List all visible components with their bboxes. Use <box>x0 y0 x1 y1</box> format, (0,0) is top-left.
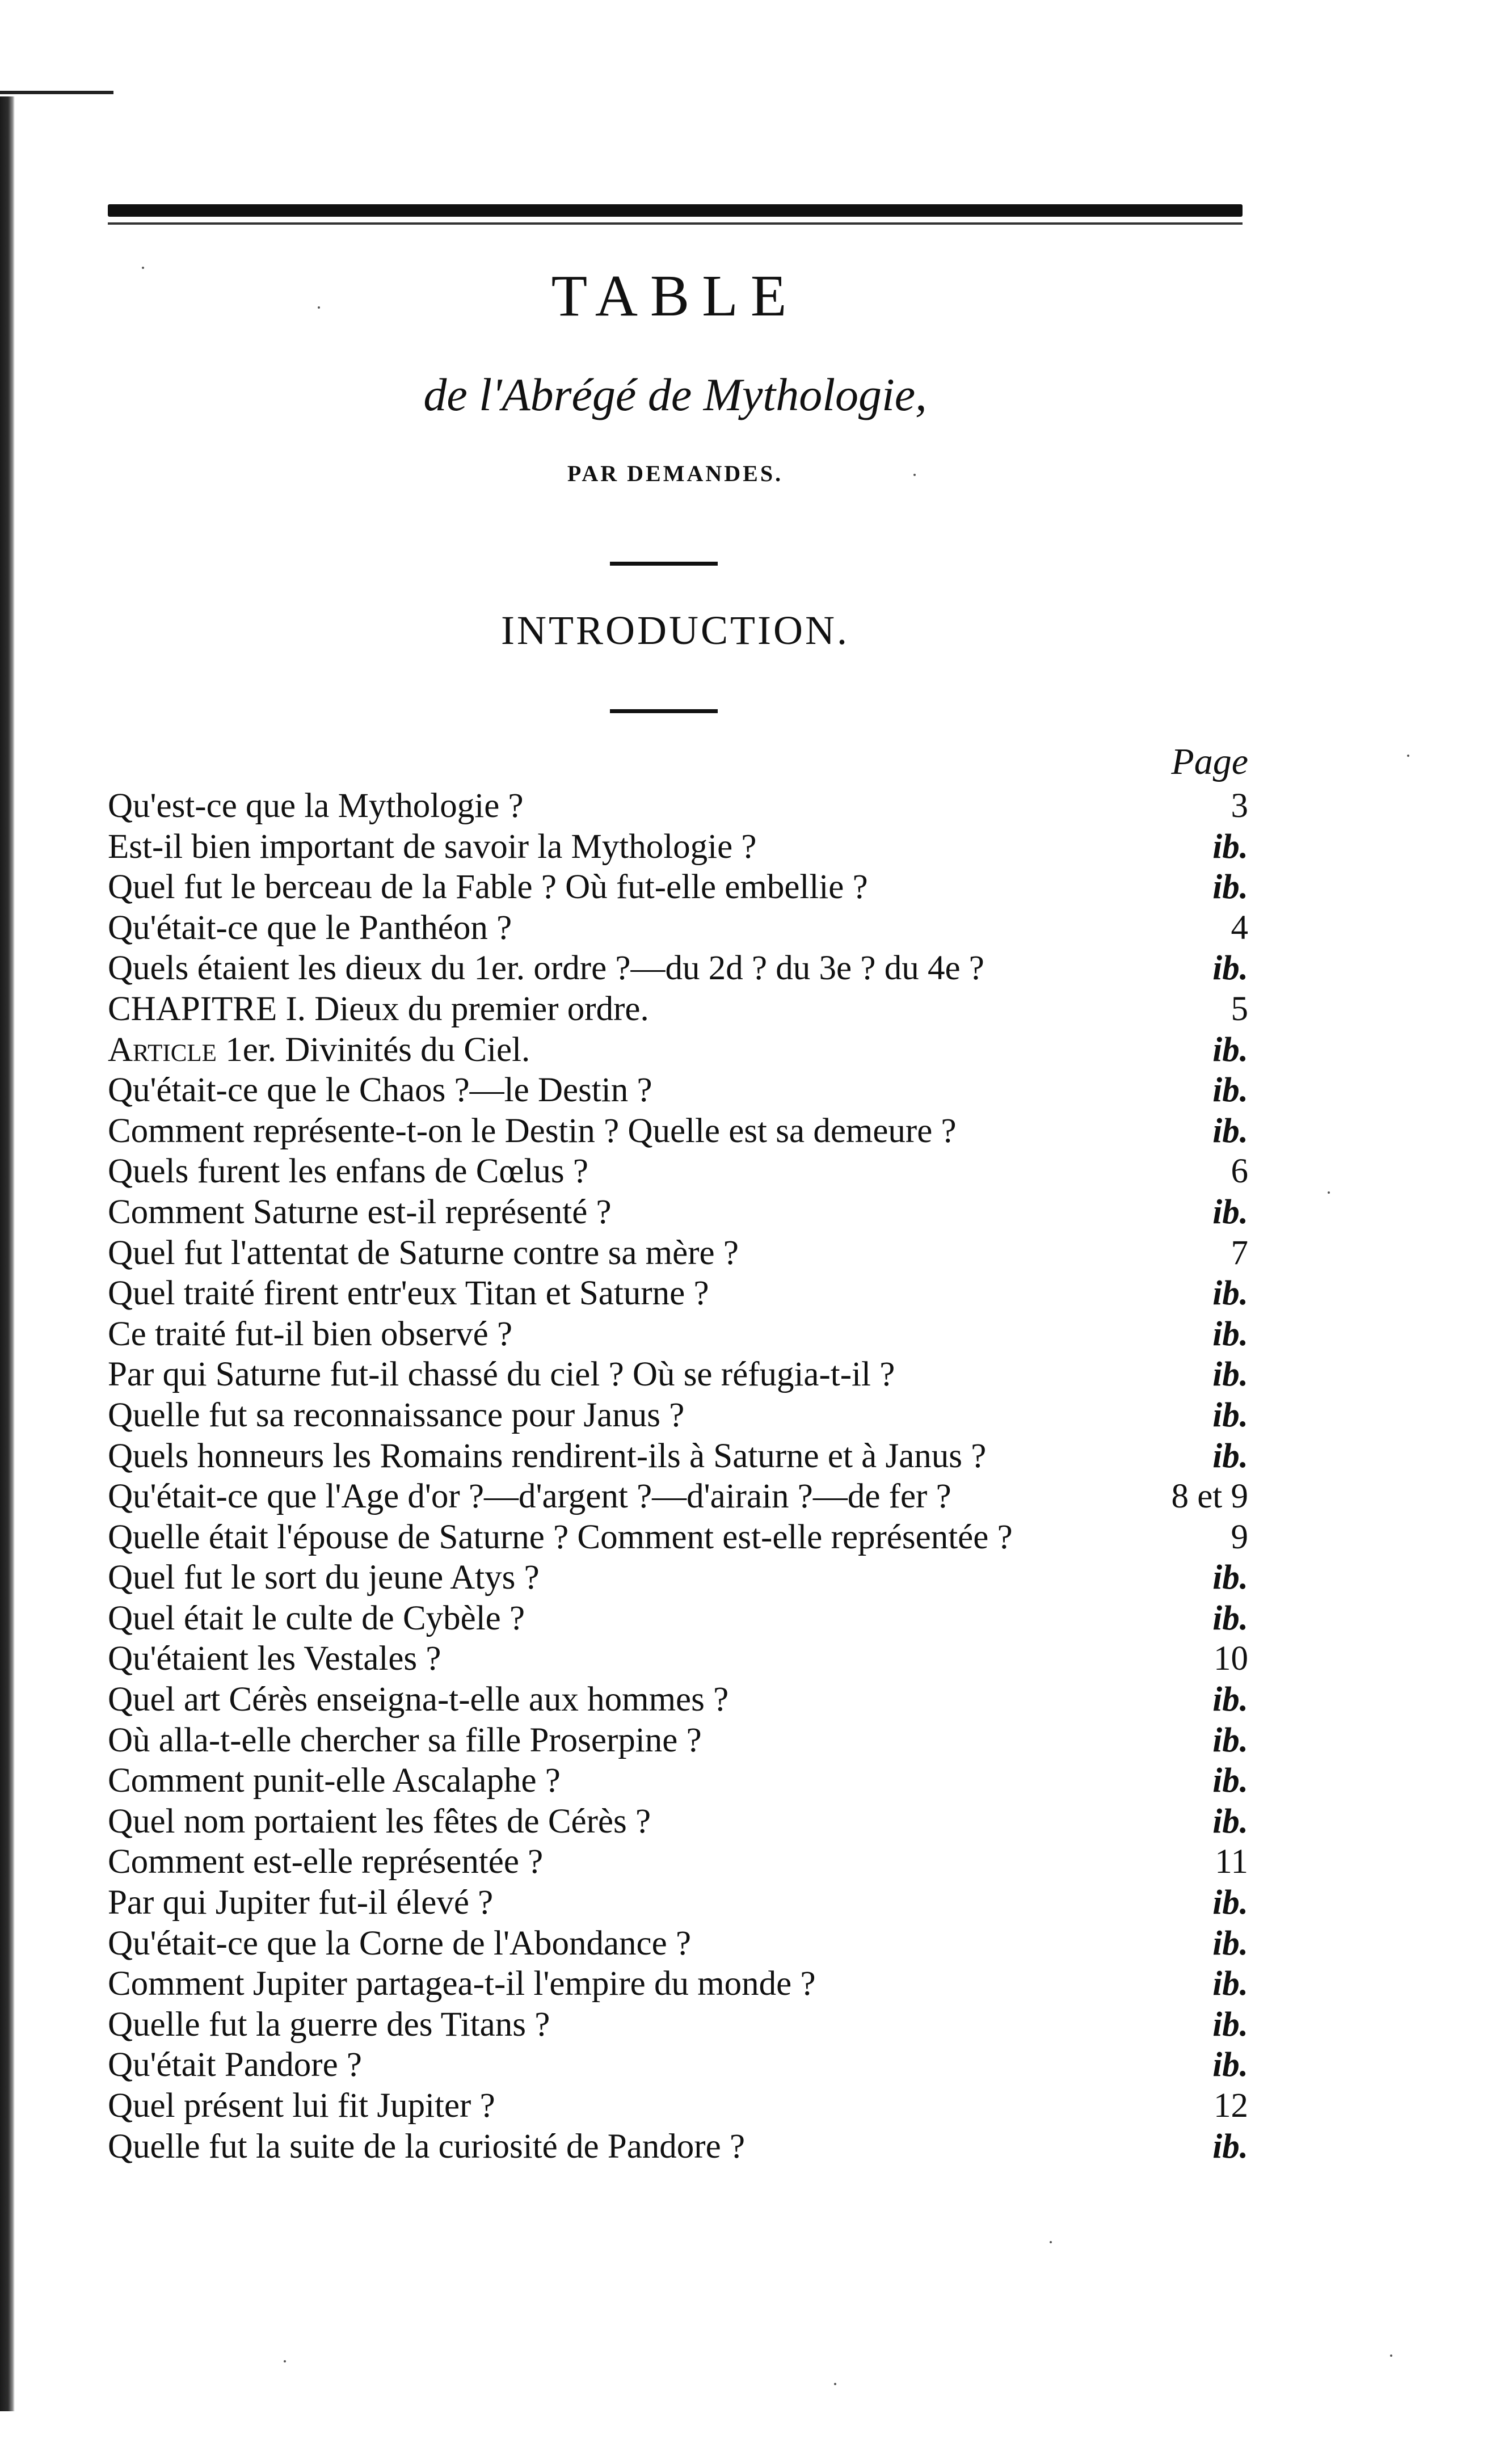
toc-entry-text: Quel fut l'attentat de Saturne contre sa mère ? <box>108 1233 739 1272</box>
print-speck <box>834 2383 836 2385</box>
toc-entry-text: Qu'était Pandore ? <box>108 2046 362 2084</box>
table-of-contents <box>108 786 1248 2167</box>
toc-entry-text: Comment Jupiter partagea-t-il l'empire du monde ? <box>108 1965 816 2003</box>
toc-entry-page: 8 et 9 <box>1171 1477 1248 1516</box>
toc-entry-text: Quelle fut sa reconnaissance pour Janus ? <box>108 1396 685 1434</box>
toc-entry-page: ib. <box>1212 1437 1248 1475</box>
toc-entry-text: Est-il bien important de savoir la Mythologie ? <box>108 827 757 866</box>
toc-entry-text: Qu'était-ce que le Chaos ?—le Destin ? <box>108 1071 652 1110</box>
toc-entry <box>108 948 1248 989</box>
toc-entry <box>108 1842 1248 1882</box>
toc-entry-text: Quel fut le berceau de la Fable ? Où fut-elle embellie ? <box>108 868 868 907</box>
toc-entry-text: Comment représente-t-on le Destin ? Quelle est sa demeure ? <box>108 1111 957 1150</box>
toc-entry <box>108 1598 1248 1639</box>
toc-entry <box>108 1720 1248 1761</box>
toc-entry-page: ib. <box>1212 1680 1248 1719</box>
toc-entry <box>108 2126 1248 2167</box>
toc-entry <box>108 1192 1248 1233</box>
toc-entry-page: ib. <box>1212 1355 1248 1394</box>
toc-entry <box>108 1436 1248 1477</box>
header-rule-thin <box>108 222 1243 225</box>
toc-entry <box>108 1760 1248 1801</box>
toc-entry-page: 10 <box>1214 1640 1248 1678</box>
toc-entry-text: Comment punit-elle Ascalaphe ? <box>108 1762 561 1800</box>
section-rule-top <box>610 562 718 566</box>
toc-entry-page: 6 <box>1231 1152 1248 1191</box>
toc-entry-page: ib. <box>1212 1071 1248 1110</box>
toc-entry <box>108 1354 1248 1395</box>
toc-entry-page: ib. <box>1212 1559 1248 1597</box>
toc-entry-page: ib. <box>1212 1030 1248 1069</box>
toc-entry-page: ib. <box>1212 2005 1248 2044</box>
toc-entry <box>108 1314 1248 1355</box>
toc-entry-text: Quelle fut la guerre des Titans ? <box>108 2005 550 2044</box>
print-speck <box>1390 2355 1392 2357</box>
toc-entry <box>108 1639 1248 1679</box>
toc-entry-page: ib. <box>1212 1315 1248 1353</box>
toc-entry-page: ib. <box>1212 827 1248 866</box>
toc-entry-text: Où alla-t-elle chercher sa fille Proserpine ? <box>108 1721 702 1759</box>
toc-entry-text: Quels honneurs les Romains rendirent-ils à Saturne et à Janus ? <box>108 1437 987 1475</box>
toc-entry-text: Qu'est-ce que la Mythologie ? <box>108 787 524 825</box>
toc-entry <box>108 1964 1248 2004</box>
toc-entry <box>108 1557 1248 1598</box>
toc-entry-text: Quel était le culte de Cybèle ? <box>108 1599 525 1637</box>
page-subtitle: de l'Abrégé de Mythologie, <box>423 369 927 420</box>
print-speck <box>318 306 320 309</box>
toc-entry-page: 11 <box>1215 1843 1248 1881</box>
toc-entry <box>108 2045 1248 2086</box>
toc-entry <box>108 1679 1248 1720</box>
toc-entry <box>108 1151 1248 1192</box>
toc-entry-text: Ce traité fut-il bien observé ? <box>108 1315 513 1353</box>
toc-entry-text: Article 1er. Divinités du Ciel. <box>108 1030 530 1069</box>
toc-entry <box>108 1273 1248 1314</box>
toc-entry-text: Quel traité firent entr'eux Titan et Saturne ? <box>108 1274 709 1313</box>
toc-entry <box>108 867 1248 908</box>
toc-entry-text: Quelle fut la suite de la curiosité de Pandore ? <box>108 2127 746 2166</box>
print-speck <box>913 474 916 476</box>
toc-entry-page: ib. <box>1212 868 1248 907</box>
toc-entry-page: ib. <box>1212 1762 1248 1800</box>
section-heading: INTRODUCTION. <box>501 608 849 653</box>
toc-entry-text: Qu'était-ce que le Panthéon ? <box>108 908 512 947</box>
toc-entry-text: Qu'était-ce que l'Age d'or ?—d'argent ?—d'airain ?—de fer ? <box>108 1477 951 1516</box>
print-speck <box>1050 2241 1052 2243</box>
toc-entry-page: 4 <box>1231 908 1248 947</box>
toc-entry-text: Quel nom portaient les fêtes de Cérès ? <box>108 1802 651 1840</box>
toc-entry-page: ib. <box>1212 1599 1248 1637</box>
toc-entry-text: Quels étaient les dieux du 1er. ordre ?—du 2d ? du 3e ? du 4e ? <box>108 949 984 988</box>
toc-entry-page: ib. <box>1212 1721 1248 1759</box>
toc-entry <box>108 1517 1248 1558</box>
toc-entry-page: ib. <box>1212 1802 1248 1840</box>
toc-entry-text: Quel fut le sort du jeune Atys ? <box>108 1559 540 1597</box>
toc-entry-text: Quel art Cérès enseigna-t-elle aux hommes ? <box>108 1680 729 1719</box>
toc-entry-page: ib. <box>1212 1193 1248 1231</box>
toc-entry <box>108 786 1248 827</box>
binding-edge <box>0 96 15 2411</box>
toc-entry-page: 3 <box>1231 787 1248 825</box>
toc-entry <box>108 1801 1248 1842</box>
binding-notch <box>0 91 113 94</box>
print-speck <box>1407 755 1409 757</box>
print-speck <box>284 2360 286 2362</box>
toc-entry-page: ib. <box>1212 1111 1248 1150</box>
toc-entry <box>108 1030 1248 1071</box>
toc-entry-text: Comment Saturne est-il représenté ? <box>108 1193 612 1231</box>
toc-entry-text: Par qui Jupiter fut-il élevé ? <box>108 1884 494 1922</box>
toc-entry-page: 9 <box>1231 1518 1248 1556</box>
toc-entry-text: Quel présent lui fit Jupiter ? <box>108 2087 495 2125</box>
toc-entry-text: Par qui Saturne fut-il chassé du ciel ? Où se réfugia-t-il ? <box>108 1355 895 1394</box>
toc-entry-page: ib. <box>1212 1274 1248 1313</box>
print-speck <box>142 267 144 269</box>
toc-entry <box>108 1923 1248 1964</box>
toc-entry <box>108 827 1248 867</box>
toc-entry <box>108 908 1248 949</box>
page-title: TABLE <box>551 263 799 328</box>
toc-entry <box>108 2004 1248 2045</box>
toc-entry <box>108 1882 1248 1923</box>
toc-entry-page: 7 <box>1231 1233 1248 1272</box>
toc-entry-page: 5 <box>1231 989 1248 1028</box>
toc-entry-page: ib. <box>1212 1965 1248 2003</box>
toc-entry-page: ib. <box>1212 949 1248 988</box>
page-column-label: Page <box>1171 741 1248 782</box>
toc-entry-page: 12 <box>1214 2087 1248 2125</box>
toc-entry-page: ib. <box>1212 1924 1248 1962</box>
toc-entry-text: Quels furent les enfans de Cœlus ? <box>108 1152 589 1191</box>
toc-entry-page: ib. <box>1212 2127 1248 2166</box>
toc-entry-text: Qu'était-ce que la Corne de l'Abondance ? <box>108 1924 692 1962</box>
page-byline: PAR DEMANDES. <box>567 461 784 486</box>
toc-entry <box>108 1395 1248 1436</box>
toc-entry-page: ib. <box>1212 1396 1248 1434</box>
toc-entry-page: ib. <box>1212 1884 1248 1922</box>
print-speck <box>1328 1191 1330 1194</box>
toc-entry <box>108 1233 1248 1274</box>
toc-entry <box>108 2086 1248 2126</box>
toc-entry <box>108 1070 1248 1111</box>
toc-entry-text: Quelle était l'épouse de Saturne ? Comment est-elle représentée ? <box>108 1518 1013 1556</box>
section-rule-bottom <box>610 709 718 713</box>
toc-entry-page: ib. <box>1212 2046 1248 2084</box>
header-rule-thick <box>108 204 1243 217</box>
toc-entry-text: Qu'étaient les Vestales ? <box>108 1640 441 1678</box>
toc-entry <box>108 1476 1248 1517</box>
toc-entry-text: CHAPITRE I. Dieux du premier ordre. <box>108 989 649 1028</box>
toc-entry <box>108 989 1248 1030</box>
toc-entry <box>108 1111 1248 1152</box>
toc-entry-text: Comment est-elle représentée ? <box>108 1843 544 1881</box>
